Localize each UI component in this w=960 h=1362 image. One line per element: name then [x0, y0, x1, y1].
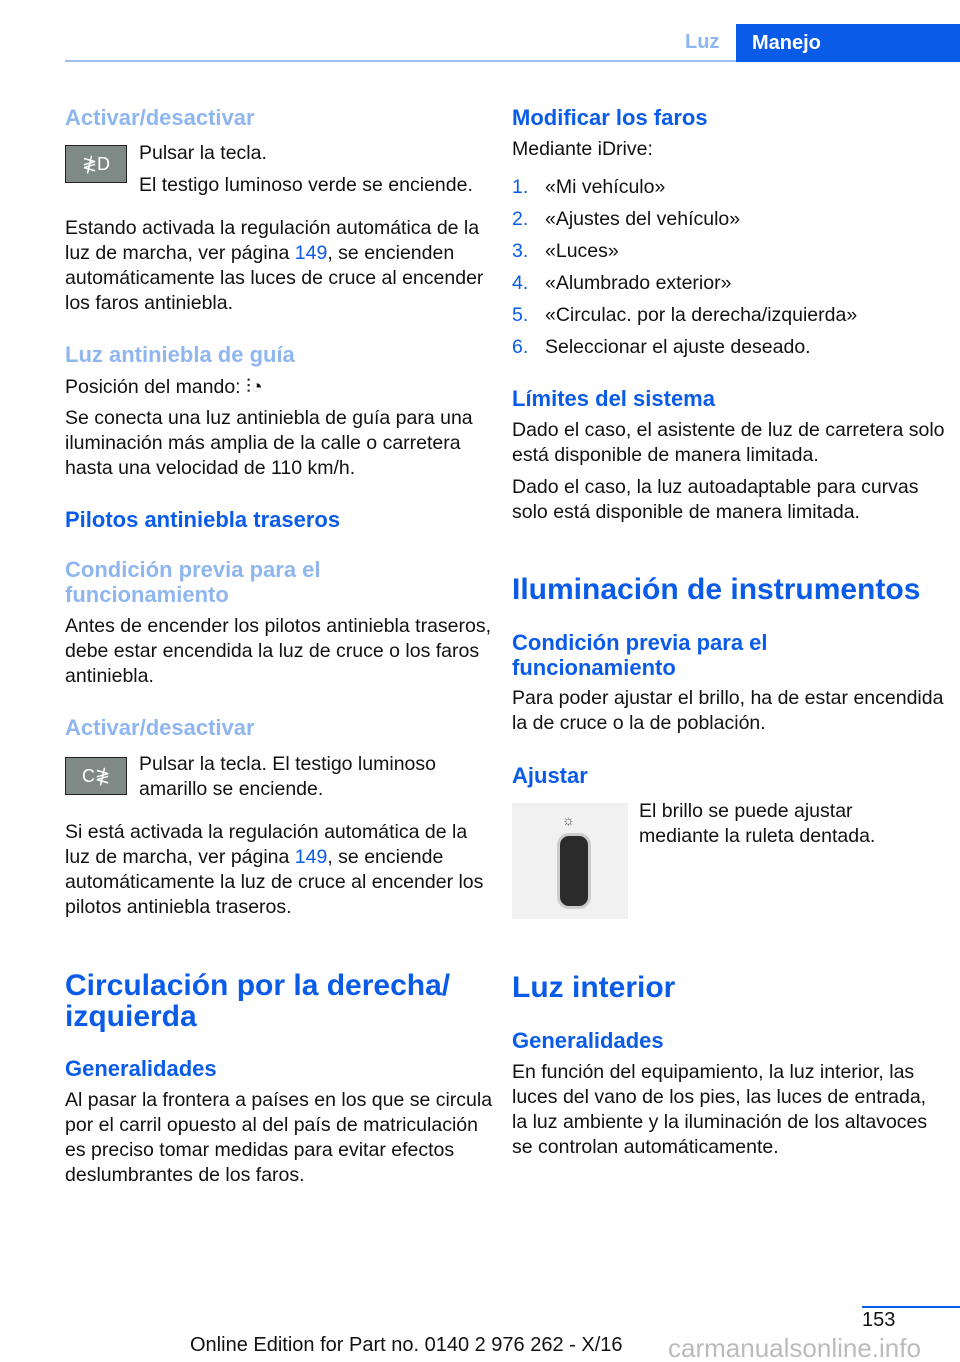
- watermark: carmanualsonline.info: [668, 1333, 921, 1362]
- section-tab-luz[interactable]: Luz: [685, 31, 720, 53]
- heading-ajustar: Ajustar: [512, 763, 588, 788]
- edition-text: Online Edition for Part no. 0140 2 976 262 - X/16: [190, 1334, 623, 1356]
- footer-rule: [862, 1306, 960, 1308]
- rear-fog-light-icon: C≹: [65, 757, 127, 795]
- posicion-text: Posición del mando: ⫶◔: [65, 376, 263, 398]
- heading-iluminacion: Iluminación de instrumentos: [512, 573, 921, 606]
- heading-generalidades: Generalidades: [65, 1056, 217, 1081]
- thumbwheel-image: [512, 803, 628, 919]
- heading-generalidades-2: Generalidades: [512, 1028, 664, 1053]
- heading-activar: Activar/desactivar: [65, 105, 255, 130]
- step-item: 4. «Alumbrado exterior»: [512, 272, 732, 294]
- front-fog-light-icon: ≹D: [65, 145, 127, 183]
- heading-modificar: Modificar los faros: [512, 105, 708, 130]
- press2-text: Pulsar la tecla. El testigo luminoso amarillo se enciende.: [139, 753, 436, 800]
- step-item: 6. Seleccionar el ajuste deseado.: [512, 336, 811, 358]
- heading-activar-2: Activar/desactivar: [65, 715, 255, 740]
- auto-text-1: Estando activada la regulación automática de la luz de marcha, ver página 149, se encienden automáticamente las luces de cruce al encender los faros antiniebla.: [65, 217, 484, 314]
- auto-text-2: Si está activada la regulación automática de la luz de marcha, ver página 149, se enciende automáticamente la luz de cruce al encender los pilotos antiniebla traseros.: [65, 821, 484, 918]
- page-link-149[interactable]: 149: [294, 242, 328, 264]
- ajustar-text: El brillo se puede ajustar mediante la ruleta dentada.: [639, 800, 876, 847]
- heading-pilotos: Pilotos antiniebla traseros: [65, 507, 341, 532]
- heading-condicion: Condición previa para el funcionamiento: [65, 557, 321, 607]
- page-number: 153: [862, 1309, 896, 1331]
- condicion-text: Antes de encender los pilotos antiniebla traseros, debe estar encendida la luz de cruce o los faros antiniebla.: [65, 615, 492, 687]
- brightness-icon: ☼: [562, 812, 575, 828]
- step-item: 3. «Luces»: [512, 240, 619, 262]
- header-rule: [65, 60, 736, 62]
- step-item: 1. «Mi vehículo»: [512, 176, 666, 198]
- heading-limites: Límites del sistema: [512, 386, 715, 411]
- press-text: Pulsar la tecla.: [139, 142, 267, 164]
- mediante-text: Mediante iDrive:: [512, 138, 653, 160]
- green-text: El testigo luminoso verde se enciende.: [139, 174, 473, 196]
- idrive-steps: [512, 175, 857, 367]
- guide-fog-icon: ⫶◔: [246, 376, 263, 398]
- heading-condicion-2: Condición previa para el funcionamiento: [512, 630, 768, 680]
- step-item: 5. «Circulac. por la derecha/izquierda»: [512, 304, 858, 326]
- interior-text: En función del equipamiento, la luz interior, las luces del vano de los pies, las luces de entrada, la luz ambiente y la iluminación de los altavoces se controlan automáticamente.: [512, 1061, 928, 1158]
- chapter-tab-manejo[interactable]: Manejo: [736, 24, 960, 62]
- limites-text-2: Dado el caso, la luz autoadaptable para curvas solo está disponible de manera limitada.: [512, 476, 919, 523]
- page-link-149[interactable]: 149: [294, 846, 328, 868]
- condicion-text-2: Para poder ajustar el brillo, ha de estar encendida la de cruce o la de población.: [512, 687, 944, 734]
- generalidades-text: Al pasar la frontera a países en los que se circula por el carril opuesto al del país de matriculación es preciso tomar medidas para evitar efectos deslumbrantes de los faros.: [65, 1089, 493, 1186]
- guia-text: Se conecta una luz antiniebla de guía para una iluminación más amplia de la calle o carretera hasta una velocidad de 110 km/h.: [65, 407, 473, 479]
- heading-luz-interior: Luz interior: [512, 971, 676, 1004]
- step-item: 2. «Ajustes del vehículo»: [512, 208, 741, 230]
- heading-circulacion: Circulación por la derecha/ izquierda: [65, 969, 451, 1033]
- heading-guia: Luz antiniebla de guía: [65, 342, 295, 367]
- limites-text-1: Dado el caso, el asistente de luz de carretera solo está disponible de manera limitada.: [512, 419, 945, 466]
